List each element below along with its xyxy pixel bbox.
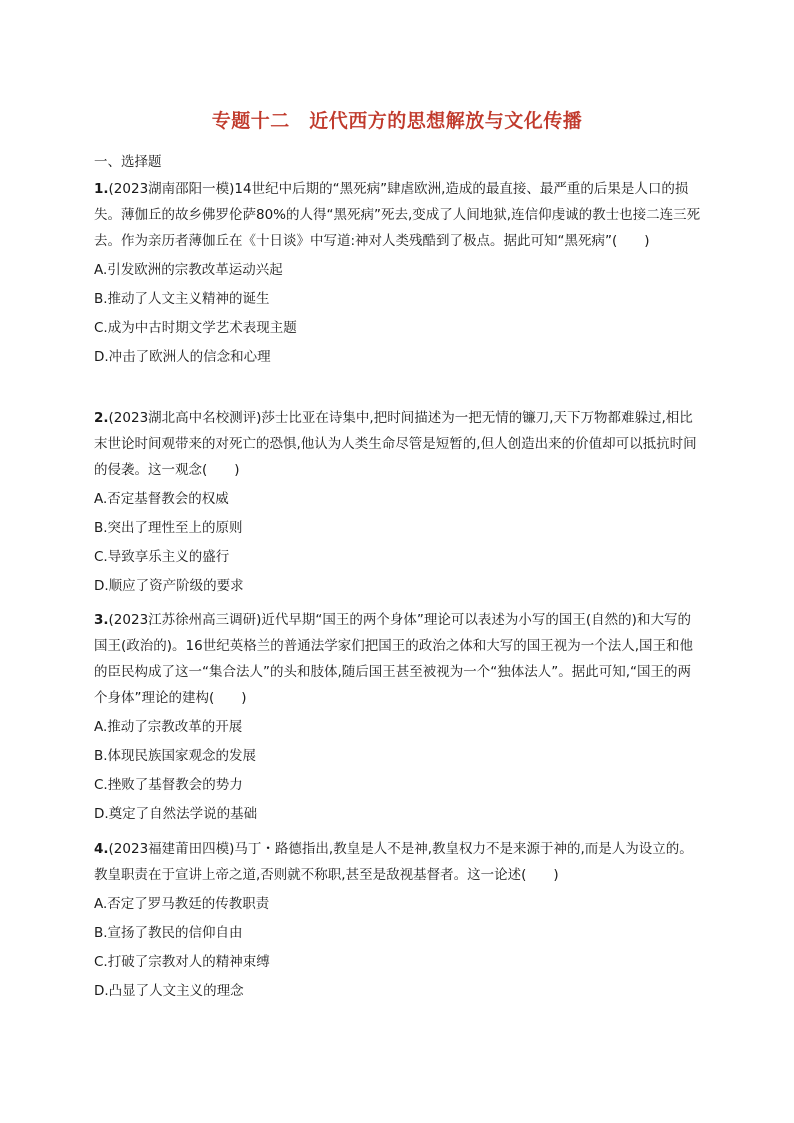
- option-a: A.否定了罗马教廷的传教职责: [94, 896, 270, 912]
- option-b: B.突出了理性至上的原则: [94, 520, 243, 536]
- option-b: B.体现民族国家观念的发展: [94, 748, 257, 764]
- option-a: A.推动了宗教改革的开展: [94, 719, 243, 735]
- question-stem: 3.(2023江苏徐州高三调研)近代早期“国王的两个身体”理论可以表述为小写的国王(自然的)和大写的国王(政治的)。16世纪英格兰的普通法学家们把国王的政治之体和大写的国王视为一个法人,国王和他的臣民构成了这一“集合法人”的头和肢体,随后国王甚至被视为一个“独体法人”。据此可知,“国王的两个身体”理论的建构( ): [94, 612, 694, 706]
- question-number: 3.: [94, 612, 109, 628]
- option-b: B.推动了人文主义精神的诞生: [94, 291, 270, 307]
- question-number: 2.: [94, 410, 109, 426]
- option-c: C.挫败了基督教会的势力: [94, 777, 243, 793]
- question-stem: 2.(2023湖北高中名校测评)莎士比亚在诗集中,把时间描述为一把无情的镰刀,天下万物都难躲过,相比末世论时间观带来的对死亡的恐惧,他认为人类生命尽管是短暂的,但人创造出来的价值却可以抵抗时间的侵袭。这一观念( ): [94, 410, 697, 478]
- section-heading: 一、选择题: [94, 154, 162, 170]
- option-a: A.引发欧洲的宗教改革运动兴起: [94, 262, 283, 278]
- option-d: D.奠定了自然法学说的基础: [94, 806, 258, 822]
- question-stem: 4.(2023福建莆田四模)马丁・路德指出,教皇是人不是神,教皇权力不是来源于神的,而是人为设立的。教皇职责在于宣讲上帝之道,否则就不称职,甚至是敌视基督者。这一论述( ): [94, 841, 693, 883]
- option-d: D.凸显了人文主义的理念: [94, 983, 244, 999]
- option-d: D.冲击了欧洲人的信念和心理: [94, 349, 271, 365]
- question-4: [94, 836, 702, 1004]
- question-number: 1.: [94, 181, 109, 197]
- question-1: [94, 176, 702, 370]
- question-stem: 1.(2023湖南邵阳一模)14世纪中后期的“黑死病”肆虐欧洲,造成的最直接、最严重的后果是人口的损失。薄伽丘的故乡佛罗伦萨80%的人得“黑死病”死去,变成了人间地狱,连信仰虔诚的教士也接二连三死去。作为亲历者薄伽丘在《十日谈》中写道:神对人类残酷到了极点。据此可知“黑死病”( ): [94, 181, 701, 249]
- page-title: 专题十二 近代西方的思想解放与文化传播: [211, 110, 583, 132]
- question-3: [94, 607, 702, 827]
- option-d: D.顺应了资产阶级的要求: [94, 578, 244, 594]
- option-c: C.打破了宗教对人的精神束缚: [94, 954, 270, 970]
- option-b: B.宣扬了教民的信仰自由: [94, 925, 243, 941]
- question-2: [94, 405, 702, 599]
- option-c: C.导致享乐主义的盛行: [94, 549, 230, 565]
- option-c: C.成为中古时期文学艺术表现主题: [94, 320, 297, 336]
- question-number: 4.: [94, 841, 109, 857]
- option-a: A.否定基督教会的权威: [94, 491, 229, 507]
